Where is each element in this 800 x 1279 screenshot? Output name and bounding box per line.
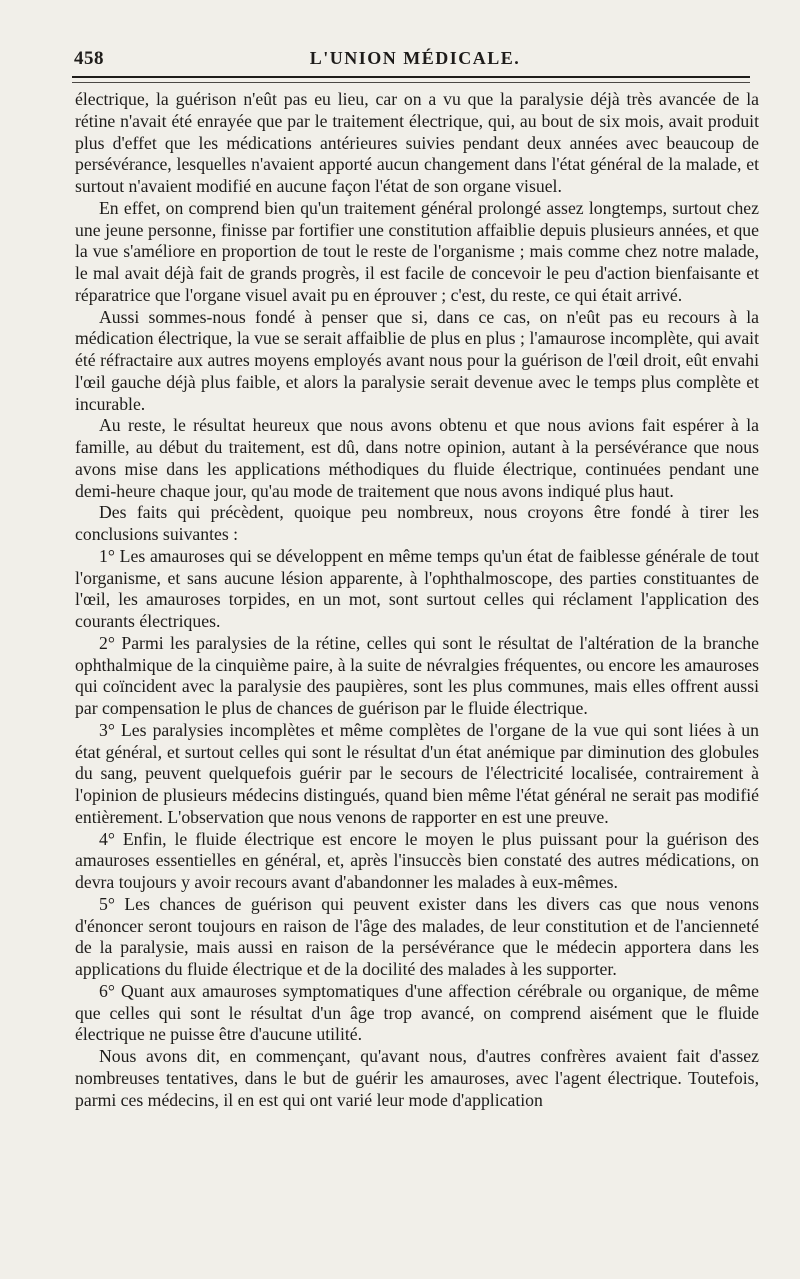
paragraph: Nous avons dit, en commençant, qu'avant nous, d'autres confrères avaient fait d'assez nombreuses tentatives, dans le but de guérir les amauroses, avec l'agent électrique. Toutefois, parmi ces médecins, il en est qui ont varié leur mode d'application [75,1046,759,1110]
page-header [74,40,756,72]
conclusion-item: 1° Les amauroses qui se développent en même temps qu'un état de faiblesse générale de tout l'organisme, et sans aucune lésion apparente, à l'ophthalmoscope, des parties constituantes de l'œil, les amauroses torpides, en un mot, sont surtout celles qui réclament l'application des courants électriques. [75,545,759,631]
conclusion-item: 6° Quant aux amauroses symptomatiques d'une affection cérébrale ou organique, de même que celles qui sont le résultat d'un âge trop avancé, on comprend aisément que le fluide électrique ne puisse être d'aucune utilité. [75,980,759,1045]
paragraph: électrique, la guérison n'eût pas eu lieu, car on a vu que la paralysie déjà très avancée de la rétine n'avait été enrayée que par le traitement électrique, qui, au bout de six mois, avait produit plus d'effet que les médications antérieures suivies pendant deux années avec beaucoup de persévérance, lesquelles n'avaient apporté aucun changement dans l'état général de la malade, et surtout n'avaient modifié en aucune façon l'état de son organe visuel. [75,89,759,196]
paragraph: En effet, on comprend bien qu'un traitement général prolongé assez longtemps, surtout chez une jeune personne, finisse par fortifier une constitution affaiblie depuis plusieurs années, et que la vue s'améliore en proportion de tout le reste de l'organisme ; mais comme chez notre malade, le mal avait déjà fait de grands progrès, il est facile de concevoir le peu d'action bienfaisante et réparatrice que l'organe visuel avait pu en éprouver ; c'est, du reste, ce qui était arrivé. [75,197,759,305]
paragraph: Au reste, le résultat heureux que nous avons obtenu et que nous avions fait espérer à la famille, au début du traitement, est dû, dans notre opinion, autant à la persévérance que nous avons mise dans les applications méthodiques du fluide électrique, continuées pendant une demi-heure chaque jour, qu'au mode de traitement que nous avons indiqué plus haut. [75,415,759,501]
header-rule [72,76,750,78]
header-rule-thin [72,82,750,83]
article-body [75,89,759,1111]
conclusion-item: 5° Les chances de guérison qui peuvent exister dans les divers cas que nous venons d'énoncer seront toujours en raison de l'âge des malades, de leur constitution et de l'ancienneté de la paralysie, mais aussi en raison de la persévérance que le médecin apportera dans les applications du fluide électrique et de la docilité des malades à les supporter. [75,893,759,979]
paragraph: Aussi sommes-nous fondé à penser que si, dans ce cas, on n'eût pas eu recours à la médication électrique, la vue se serait affaiblie de plus en plus ; l'amaurose incomplète, qui avait été réfractaire aux autres moyens employés avant nous pour la guérison de l'œil droit, eût envahi l'œil gauche déjà plus faible, et alors la paralysie serait devenue avec le temps plus complète et incurable. [75,306,759,414]
journal-title: L'UNION MÉDICALE. [309,48,521,68]
paragraph: Des faits qui précèdent, quoique peu nombreux, nous croyons être fondé à tirer les conclusions suivantes : [75,502,759,544]
page-number: 458 [74,48,104,69]
conclusion-item: 3° Les paralysies incomplètes et même complètes de l'organe de la vue qui sont liées à un état général, et surtout celles qui sont le résultat d'un état anémique par diminution des globules du sang, peuvent quelquefois guérir par le secours de l'électricité localisée, contrairement à l'opinion de plusieurs médecins distingués, quand bien même l'état général ne serait pas modifié entièrement. L'observation que nous venons de rapporter en est une preuve. [75,719,759,827]
conclusion-item: 4° Enfin, le fluide électrique est encore le moyen le plus puissant pour la guérison des amauroses essentielles en général, et, après l'insuccès bien constaté des autres médications, on devra toujours y avoir recours avant d'abandonner les malades à eux-mêmes. [75,828,759,892]
conclusion-item: 2° Parmi les paralysies de la rétine, celles qui sont le résultat de l'altération de la branche ophthalmique de la cinquième paire, à la suite de névralgies fréquentes, ou encore les amauroses qui coïncident avec la paralysie des paupières, sont les plus communes, mais elles offrent aussi par compensation le plus de chances de guérison par le fluide électrique. [75,632,759,718]
